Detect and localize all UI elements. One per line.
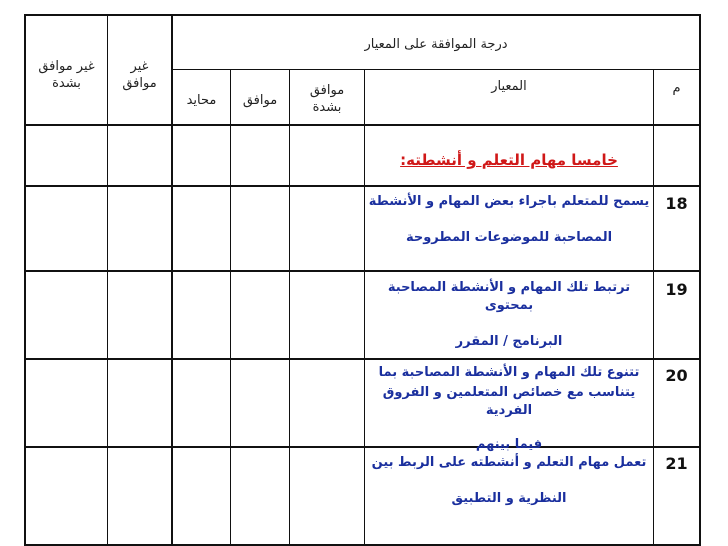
criterion-line: يتناسب مع خصائص المتعلمين و الفروق الفردية xyxy=(382,385,636,418)
header-group-title: درجة الموافقة على المعيار xyxy=(364,37,508,52)
row-border xyxy=(24,270,700,272)
criterion-line: تتنوع تلك المهام و الأنشطة المصاحبة بما xyxy=(378,365,640,380)
criterion-text xyxy=(365,279,653,351)
row-number: 18 xyxy=(665,194,688,213)
section-title: خامسا مهام التعلم و أنشطته: xyxy=(400,151,618,169)
col-border xyxy=(289,69,290,546)
row-number: 19 xyxy=(665,280,688,299)
col-border xyxy=(107,14,108,546)
criterion-line: تعمل مهام التعلم و أنشطته على الربط بين xyxy=(371,455,647,470)
criterion-line: ترتبط تلك المهام و الأنشطة المصاحبة بمحتوى xyxy=(387,280,631,313)
col-border xyxy=(230,69,231,546)
header-index: م xyxy=(672,81,681,96)
header-strongly-agree: موافق بشدة xyxy=(309,83,345,115)
criterion-line: يسمح للمتعلم باجراء بعض المهام و الأنشطة xyxy=(368,194,650,209)
criterion-text xyxy=(365,193,653,247)
criterion-line: النظرية و التطبيق xyxy=(451,491,567,506)
row-border xyxy=(171,69,700,70)
criterion-text xyxy=(365,364,653,454)
criterion-text xyxy=(365,454,653,508)
row-number: 21 xyxy=(665,454,688,473)
header-disagree: غير موافق xyxy=(122,59,157,91)
header-neutral: محايد xyxy=(186,93,217,108)
criterion-line: فيما بينهم xyxy=(475,437,543,452)
header-agree: موافق xyxy=(242,93,278,108)
col-border xyxy=(699,14,701,546)
row-border xyxy=(24,185,700,187)
col-border xyxy=(24,14,26,546)
row-border xyxy=(24,358,700,360)
col-border xyxy=(653,69,654,546)
header-strongly-disagree: غير موافق بشدة xyxy=(38,59,95,91)
row-border xyxy=(24,14,700,16)
row-number: 20 xyxy=(665,366,688,385)
criterion-line: المصاحبة للموضوعات المطروحة xyxy=(405,230,613,245)
criterion-line: البرنامج / المقرر xyxy=(455,334,563,349)
row-border xyxy=(24,124,700,126)
header-criterion: المعيار xyxy=(491,79,527,94)
